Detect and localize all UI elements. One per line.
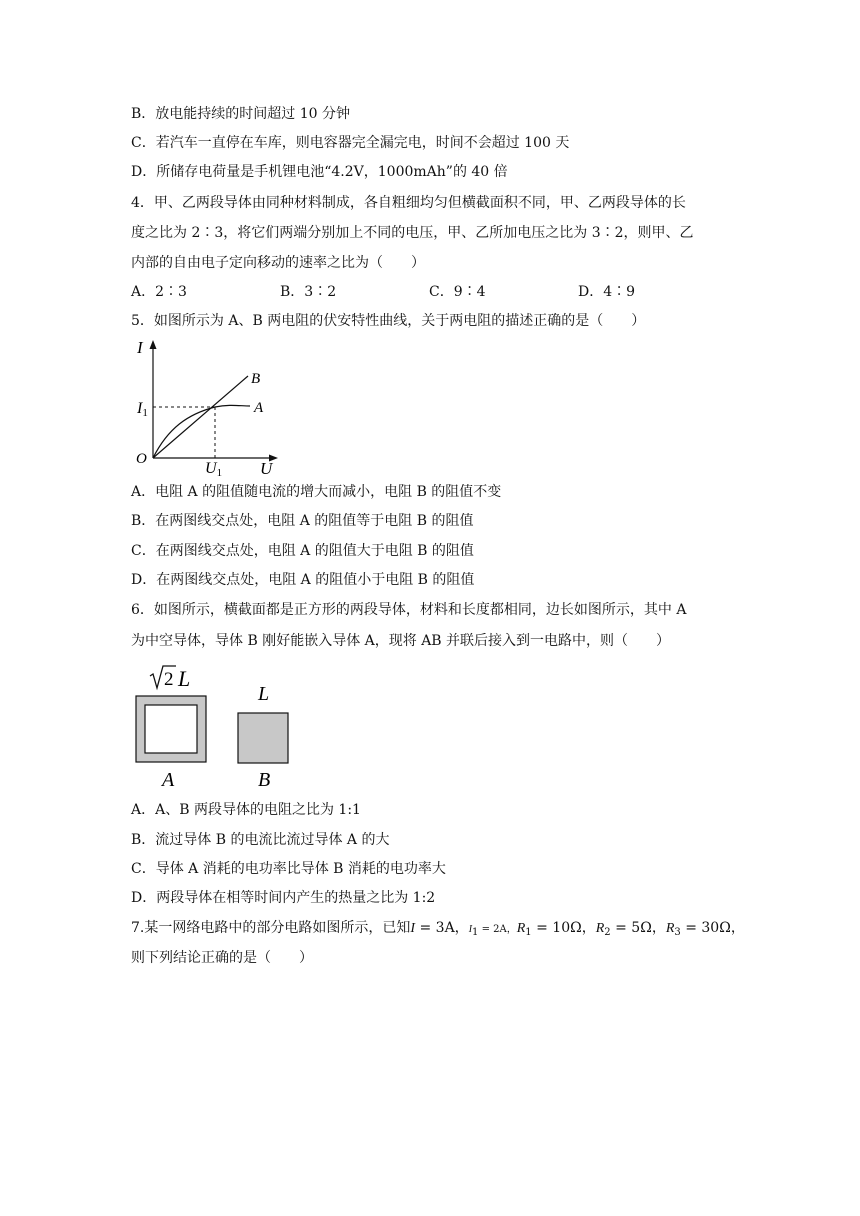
a-side-root-label: 2: [164, 669, 174, 690]
curve-b: [153, 376, 248, 458]
q6-option-c: C．导体 A 消耗的电功率比导体 B 消耗的电功率大: [131, 861, 446, 877]
b-side-label: L: [258, 683, 270, 705]
q7-r3-var: R: [665, 921, 675, 936]
curve-a: [153, 405, 250, 458]
curve-b-label: B: [251, 371, 261, 387]
curve-a-label: A: [254, 400, 264, 416]
conductor-b: [238, 713, 288, 763]
q6-stem-line2: 为中空导体，导体 B 刚好能嵌入导体 A，现将 AB 并联后接入到一电路中，则（ ）: [131, 633, 671, 649]
q3-option-d: D．所储存电荷量是手机锂电池“4.2V，1000mAh”的 40 倍: [131, 164, 508, 180]
q7-i-val: = 3A，: [415, 920, 469, 936]
q7-r1-var: R: [516, 921, 526, 936]
q6-option-d: D．两段导体在相等时间内产生的热量之比为 1:2: [131, 890, 436, 906]
q5-option-c: C．在两图线交点处，电阻 A 的阻值大于电阻 B 的阻值: [131, 543, 474, 559]
q7-r2-val: = 5Ω，: [610, 920, 666, 936]
q7-r1-val: = 10Ω，: [531, 920, 596, 936]
q7-r2-var: R: [595, 921, 605, 936]
conductor-a-label: A: [162, 769, 175, 791]
q7-r1-sub: 1: [525, 927, 532, 938]
origin-label: O: [136, 451, 147, 467]
q4-option-b: B．3∶2: [280, 284, 337, 300]
iv-characteristic-figure: [128, 336, 288, 476]
q4-stem-line3: 内部的自由电子定向移动的速率之比为（ ）: [131, 255, 425, 271]
q5-stem: 5．如图所示为 A、B 两电阻的伏安特性曲线，关于两电阻的描述正确的是（ ）: [131, 313, 646, 329]
y-axis-arrow: [150, 340, 157, 349]
y-axis-label: I: [137, 338, 143, 357]
q4-option-c: C．9∶4: [429, 284, 486, 300]
q7-stem-line2: 则下列结论正确的是（ ）: [131, 950, 313, 966]
q7-i-var: I: [410, 921, 416, 936]
conductor-cross-section-figure: [128, 662, 308, 792]
q7-prefix: 7.某一网络电路中的部分电路如图所示，已知: [131, 920, 411, 936]
q7-stem-line1: [131, 918, 745, 943]
x-axis-label: U: [260, 459, 273, 476]
q4-stem-line2: 度之比为 2∶3，将它们两端分别加上不同的电压，甲、乙所加电压之比为 3∶2，则甲、乙: [131, 225, 694, 241]
q6-option-b: B．流过导体 B 的电流比流过导体 A 的大: [131, 832, 390, 848]
q3-option-b: B．放电能持续的时间超过 10 分钟: [131, 106, 351, 122]
q4-stem-line1: 4．甲、乙两段导体由同种材料制成，各自粗细均匀但横截面积不同，甲、乙两段导体的长: [131, 195, 686, 211]
q7-i1-expression: $I_1 = 2A$，: [468, 924, 517, 938]
q4-option-a: A．2∶3: [131, 284, 187, 300]
conductor-a-hollow: [145, 705, 197, 753]
q5-option-a: A．电阻 A 的阻值随电流的增大而减小，电阻 B 的阻值不变: [131, 484, 502, 500]
i1-label: I1: [137, 400, 148, 419]
u1-label: U1: [205, 460, 223, 476]
q6-stem-line1: 6．如图所示，横截面都是正方形的两段导体，材料和长度都相同，边长如图所示，其中 A: [131, 602, 687, 618]
q4-option-d: D．4∶9: [578, 284, 636, 300]
q7-r3-val: = 30Ω，: [680, 920, 745, 936]
q7-r2-sub: 2: [604, 927, 611, 938]
q6-option-a: A．A、B 两段导体的电阻之比为 1:1: [131, 802, 361, 818]
q7-r3-sub: 3: [674, 927, 681, 938]
q5-option-d: D．在两图线交点处，电阻 A 的阻值小于电阻 B 的阻值: [131, 572, 475, 588]
q3-option-c: C．若汽车一直停在车库，则电容器完全漏完电，时间不会超过 100 天: [131, 135, 570, 151]
q5-option-b: B．在两图线交点处，电阻 A 的阻值等于电阻 B 的阻值: [131, 513, 474, 529]
conductor-b-label: B: [258, 769, 271, 791]
a-side-var-label: L: [178, 666, 191, 691]
